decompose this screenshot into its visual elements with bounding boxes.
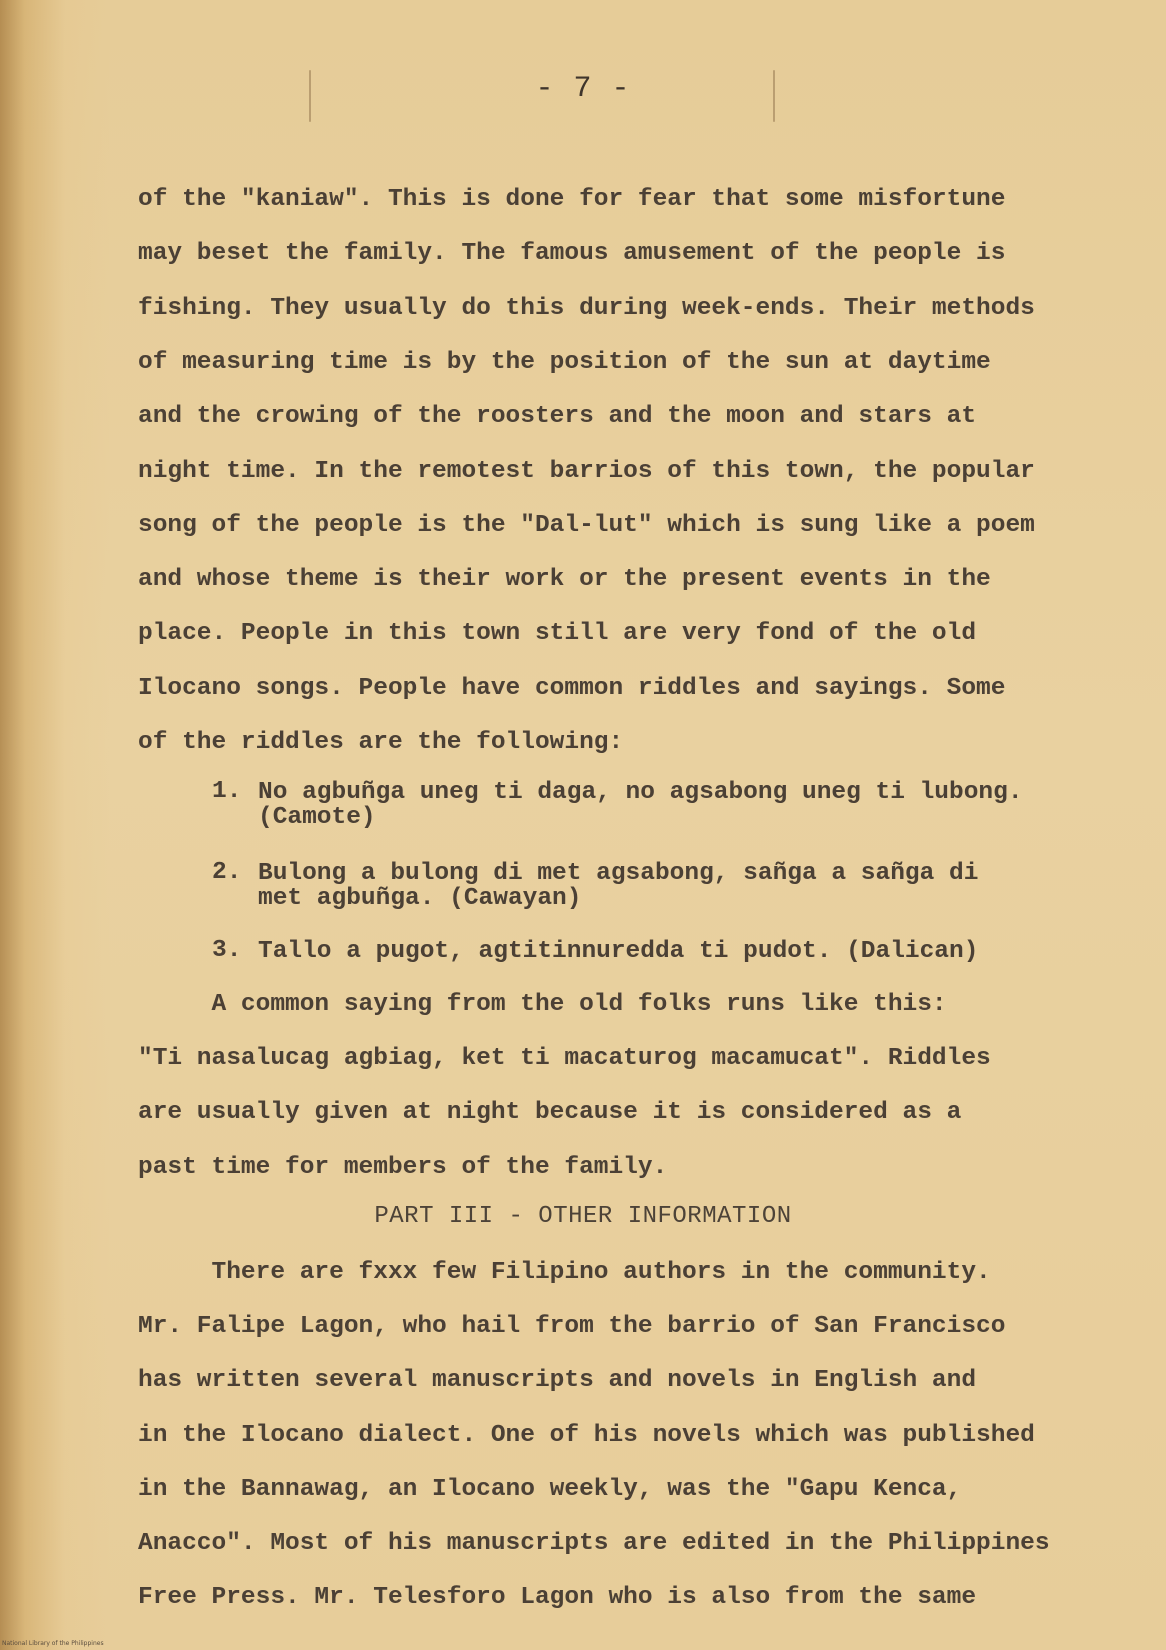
paragraph1-line: Ilocano songs. People have common riddles and sayings. Some <box>138 675 1006 702</box>
paragraph1-line: of the riddles are the following: <box>138 729 624 756</box>
riddle-line: met agbuñga. (Cawayan) <box>258 885 582 912</box>
paragraph1-line: song of the people is the "Dal-lut" which is sung like a poem <box>138 512 1035 539</box>
paragraph3-line: Mr. Falipe Lagon, who hail from the barrio of San Francisco <box>138 1313 1006 1340</box>
paragraph1-line: night time. In the remotest barrios of this town, the popular <box>138 458 1035 485</box>
riddle-line: (Camote) <box>258 804 376 831</box>
paragraph3-line: in the Ilocano dialect. One of his novels which was published <box>138 1422 1035 1449</box>
paragraph2-line: past time for members of the family. <box>138 1154 668 1181</box>
footer-watermark: National Library of the Philippines <box>2 1640 104 1647</box>
riddle-number: 3. <box>212 937 242 964</box>
riddle-number: 2. <box>212 859 242 886</box>
paragraph1-line: place. People in this town still are very fond of the old <box>138 620 977 647</box>
page-number: - 7 - <box>535 72 631 106</box>
riddle-line: Bulong a bulong di met agsabong, sañga a sañga di <box>258 860 979 887</box>
paragraph1-line: and whose theme is their work or the present events in the <box>138 566 991 593</box>
paragraph3-line: has written several manuscripts and novels in English and <box>138 1367 977 1394</box>
paragraph2-line: "Ti nasalucag agbiag, ket ti macaturog macamucat". Riddles <box>138 1045 991 1072</box>
riddle-line: Tallo a pugot, agtitinnuredda ti pudot. (Dalican) <box>258 938 979 965</box>
riddle-line: No agbuñga uneg ti daga, no agsabong uneg ti lubong. <box>258 779 1023 806</box>
riddle-number: 1. <box>212 778 242 805</box>
paragraph3-line: There are fxxx few Filipino authors in the community. <box>138 1259 991 1286</box>
paragraph1-line: may beset the family. The famous amusement of the people is <box>138 240 1006 267</box>
paragraph2-line: A common saying from the old folks runs like this: <box>138 991 947 1018</box>
paragraph1-line: of measuring time is by the position of the sun at daytime <box>138 349 991 376</box>
section-heading: PART III - OTHER INFORMATION <box>374 1203 792 1230</box>
paragraph3-line: in the Bannawag, an Ilocano weekly, was the "Gapu Kenca, <box>138 1476 962 1503</box>
paragraph2-line: are usually given at night because it is considered as a <box>138 1099 962 1126</box>
paragraph1-line: of the "kaniaw". This is done for fear that some misfortune <box>138 186 1006 213</box>
paragraph1-line: and the crowing of the roosters and the moon and stars at <box>138 403 977 430</box>
paragraph3-line: Free Press. Mr. Telesforo Lagon who is also from the same <box>138 1584 977 1611</box>
paragraph3-line: Anacco". Most of his manuscripts are edited in the Philippines <box>138 1530 1050 1557</box>
paragraph1-line: fishing. They usually do this during week-ends. Their methods <box>138 295 1035 322</box>
